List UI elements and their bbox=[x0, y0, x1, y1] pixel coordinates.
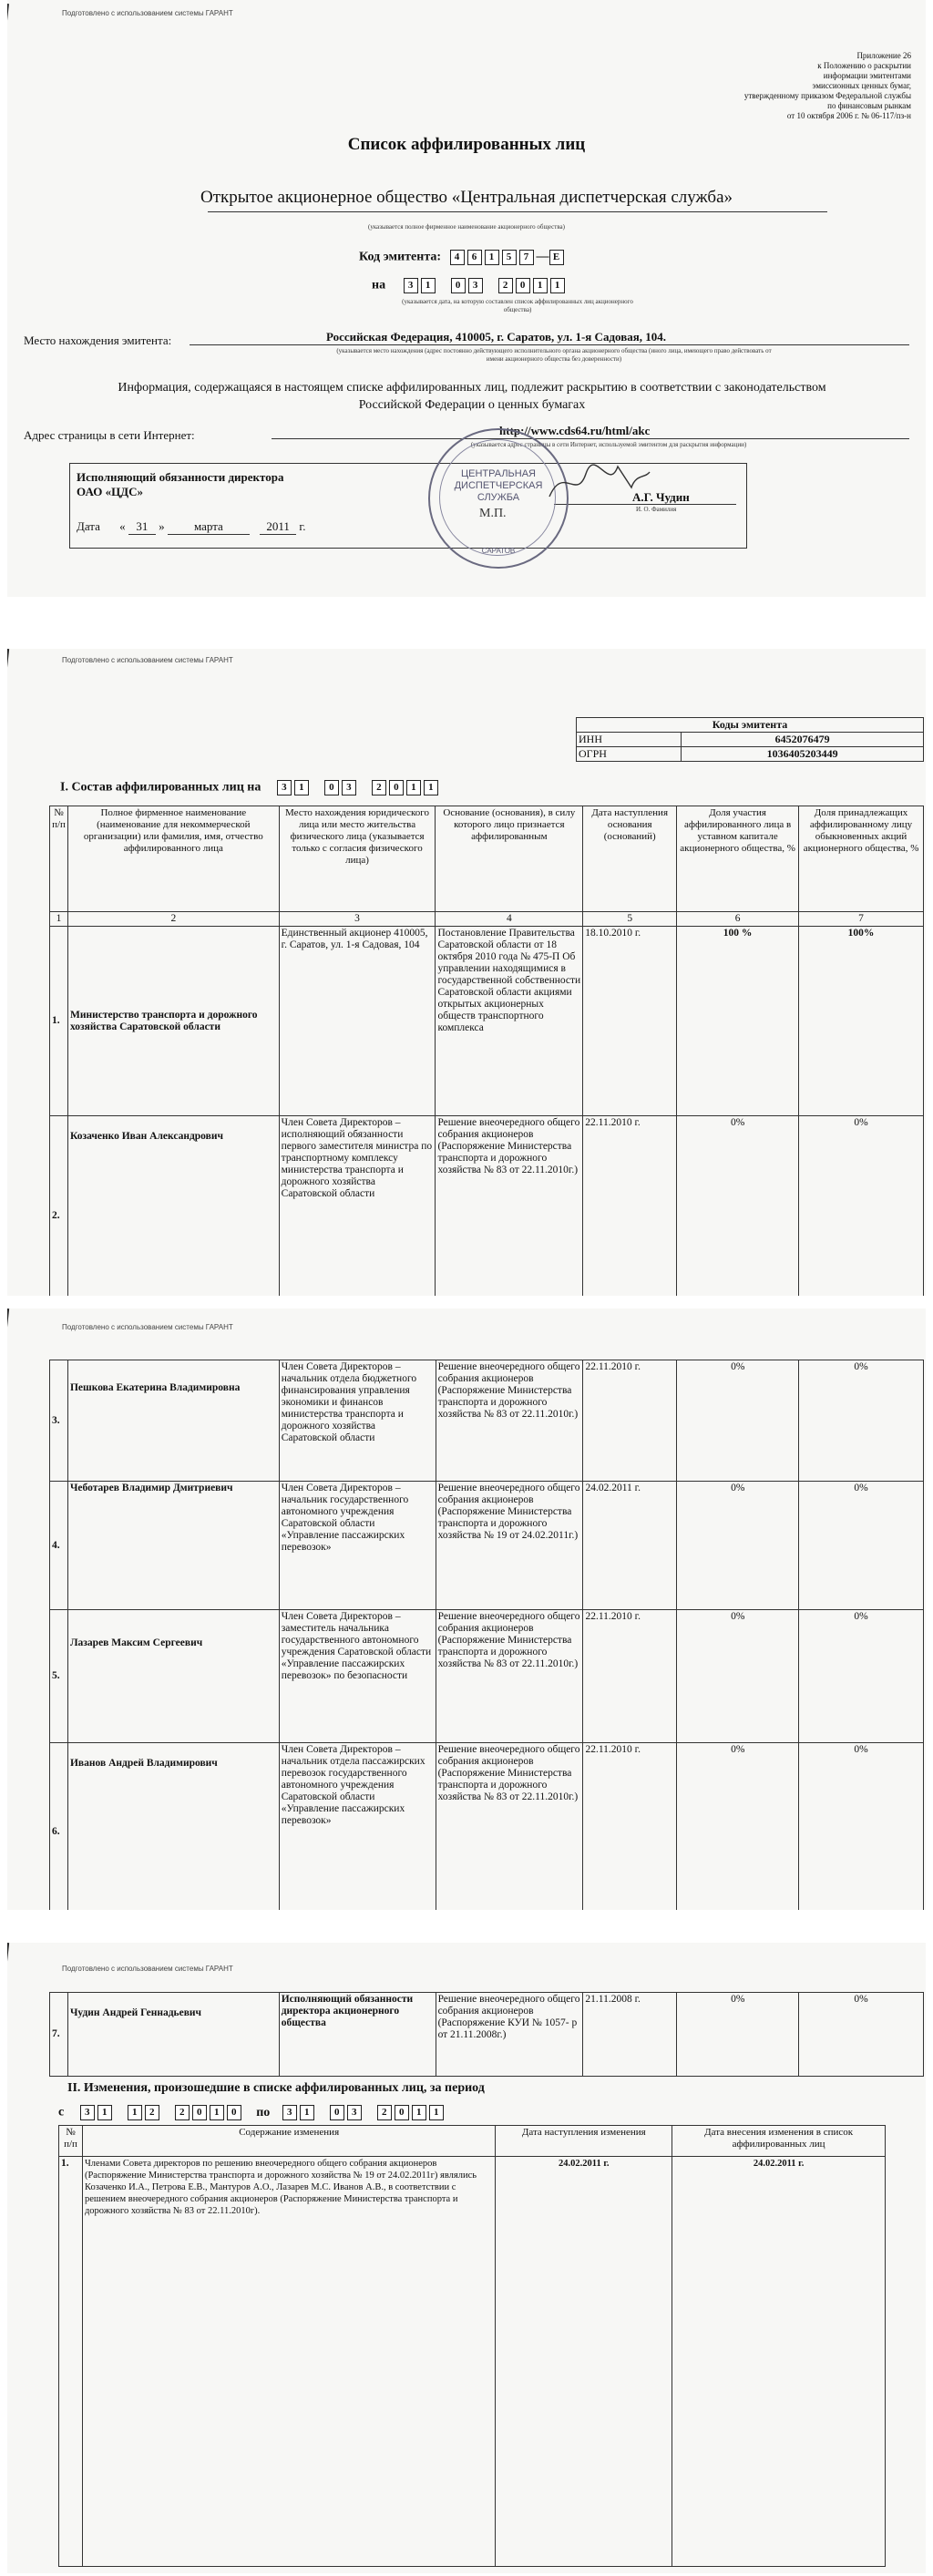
col-header: Доля участия аффилированного лица в уставном капитале акционерного общества, % bbox=[677, 806, 799, 912]
col-header: Дата наступления основания (оснований) bbox=[583, 806, 677, 912]
doc-title: Список аффилированных лиц bbox=[347, 135, 586, 154]
table-row: 2. Козаченко Иван Александрович Член Совета Директоров – исполняющий обязанности первого заместителя министра по транспортному комплексу министерства транспорта и дорожного хозяйства Саратовской области Решение внеочередного общего собрания акционеров (Распоряжение Министерства транспорта и дорожного хозяйства № 83 от 22.11.2010г.) 22.11.2010 г. 0% 0% bbox=[50, 1116, 924, 1297]
period-range: с 3 1 1 2 2 0 1 0 по 3 1 0 3 2 0 1 1 bbox=[58, 2105, 446, 2120]
table-row: 3. Пешкова Екатерина Владимировна Член Совета Директоров – начальник отдела бюджетного финансирования управления экономики и финансов министерства транспорта и дорожного хозяйства Саратовской области Решение внеочередного общего собрания акционеров (Распоряжение Министерства транспорта и дорожного хозяйства № 83 от 22.11.2010г.) 22.11.2010 г. 0% 0% bbox=[50, 1360, 924, 1482]
corner-mark bbox=[7, 649, 9, 669]
col-header: № п/п bbox=[59, 2126, 83, 2157]
signature-scribble bbox=[545, 456, 654, 510]
corner-mark bbox=[7, 4, 9, 20]
garant-note: Подготовлено с использованием системы ГАРАНТ bbox=[62, 1323, 233, 1331]
date-caption: (указывается дата, на которую составлен список аффилированных лиц акционерного общества) bbox=[402, 298, 633, 313]
affiliates-table-end bbox=[49, 1992, 924, 2077]
corner-mark bbox=[7, 1309, 9, 1329]
corner-mark bbox=[7, 1943, 9, 1963]
col-header: Основание (основания), в силу которого лицо признается аффилированным bbox=[436, 806, 583, 912]
garant-note: Подготовлено с использованием системы ГАРАНТ bbox=[62, 656, 233, 664]
col-header: Дата наступления изменения bbox=[496, 2126, 672, 2157]
col-header: Содержание изменения bbox=[82, 2126, 495, 2157]
page-4 bbox=[7, 1943, 926, 2573]
section-2-title: II. Изменения, произошедшие в списке аффилированных лиц, за период bbox=[67, 2081, 485, 2095]
signer-name: А.Г. Чудин bbox=[632, 490, 690, 504]
company-name: Открытое акционерное общество «Центральная диспетчерская служба» bbox=[200, 188, 733, 207]
signer-caption: И. О. Фамилия bbox=[636, 506, 677, 513]
garant-note: Подготовлено с использованием системы ГАРАНТ bbox=[62, 1965, 233, 1973]
page-1 bbox=[7, 0, 926, 597]
web-label: Адрес страницы в сети Интернет: bbox=[24, 428, 195, 442]
issuer-codes-table: Коды эмитента ИНН 6452076479 ОГРН 1036405203449 bbox=[576, 717, 924, 762]
company-stamp: ЦЕНТРАЛЬНАЯ ДИСПЕТЧЕРСКАЯ СЛУЖБА САРАТОВ bbox=[428, 428, 569, 569]
affiliates-table: № п/п Полное фирменное наименование (наименование для некоммерческой организации) или фамилия, имя, отчество аффилированного лица Место нахождения юридического лица или место жительства физического лица (указывается только с согласия физического лица) Основание (основания), в силу которого лицо признается аффилированным Дата наступления основания (оснований) Доля участия аффилированного лица в уставном капитале акционерного общества, % Доля принадлежащих аффилированному лицу обыкновенных акций акционерного общества, % 1 2 3 4 5 6 7 1. Министерство транспорта и дорожного хозяйства Саратовской области Единственный акционер 410005, г. Саратов, ул. 1-я Садовая, 104 Постановление Правительства Саратовской области от 18 октября 2010 года № 475-П Об управлении находящимися в государственной собственности Саратовской области акциями открытых акционерных обществ транспортного комплекса 18.10.2010 г. 100 % 100% 2. Козаченко Иван Александрович Член Совета Директоров – исполняющий обязанности первого заместителя министра по транспортному комплексу министерства транспорта и дорожного хозяйства Саратовской области Решение внеочередного общего собрания акционеров (Распоряжение Министерства транспорта и дорожного хозяйства № 83 от 22.11.2010г.) 22.11.2010 г. 0% 0% bbox=[49, 806, 924, 1296]
col-header: № п/п bbox=[50, 806, 68, 912]
table-row: 6. Иванов Андрей Владимирович Член Совета Директоров – начальник отдела пассажирских перевозок государственного автономного учреждения Саратовской области «Управление пассажирских перевозок» Решение внеочередного общего собрания акционеров (Распоряжение Министерства транспорта и дорожного хозяйства № 83 от 22.11.2010г.) 22.11.2010 г. 0% 0% bbox=[50, 1743, 924, 1911]
changes-table bbox=[58, 2125, 886, 2567]
location-label: Место нахождения эмитента: bbox=[24, 334, 172, 347]
affiliates-table-cont bbox=[49, 1360, 924, 1910]
info-text: Информация, содержащаяся в настоящем списке аффилированных лиц, подлежит раскрытию в соответствии с законодательством Российской Федерации о ценных бумагах bbox=[118, 381, 826, 412]
table-row: 1. Министерство транспорта и дорожного хозяйства Саратовской области Единственный акционер 410005, г. Саратов, ул. 1-я Садовая, 104 Постановление Правительства Саратовской области от 18 октября 2010 года № 475-П Об управлении находящимися в государственной собственности Саратовской области акциями открытых акционерных обществ транспортного комплекса 18.10.2010 г. 100 % 100% bbox=[50, 927, 924, 1116]
signer-title-1: Исполняющий обязанности директора bbox=[77, 470, 284, 484]
location-value: Российская Федерация, 410005, г. Саратов, ул. 1-я Садовая, 104. bbox=[326, 330, 666, 344]
page-2 bbox=[7, 649, 926, 1296]
company-caption: (указывается полное фирменное наименование акционерного общества) bbox=[368, 223, 565, 231]
page-3 bbox=[7, 1309, 926, 1910]
section-1-title: I. Состав аффилированных лиц на 3 1 0 3 2 0 1 1 bbox=[60, 780, 441, 795]
sign-date: Дата « 31 » марта 2011 г. bbox=[77, 519, 306, 533]
signer-title-2: ОАО «ЦДС» bbox=[77, 485, 144, 498]
table-row: 5. Лазарев Максим Сергеевич Член Совета Директоров – заместитель начальника государственного автономного учреждения Саратовской области «Управление пассажирских перевозок» по безопасности Решение внеочередного общего собрания акционеров (Распоряжение Министерства транспорта и дорожного хозяйства № 83 от 22.11.2010г.) 22.11.2010 г. 0% 0% bbox=[50, 1610, 924, 1743]
garant-note: Подготовлено с использованием системы ГАРАНТ bbox=[62, 9, 233, 17]
col-header: Доля принадлежащих аффилированному лицу обыкновенных акций акционерного общества, % bbox=[799, 806, 924, 912]
col-header: Дата внесения изменения в список аффилированных лиц bbox=[672, 2126, 886, 2157]
table-row: 1. Членами Совета директоров по решению внеочередного общего собрания акционеров (Распоряжение Министерства транспорта и дорожного хозяйства № 19 от 24.02.2011г) являлись Козаченко И.А., Петрова Е.В., Мантуров А.О., Лазарев М.С. Иванов А.В., в соответствии с решением внеочередного собрания акционеров (Распоряжение Министерства транспорта и дорожного хозяйства № 83 от 22.11.2010г). 24.02.2011 г. 24.02.2011 г. bbox=[59, 2157, 886, 2567]
mp-label: М.П. bbox=[479, 507, 507, 520]
web-value: http://www.cds64.ru/html/akc bbox=[499, 424, 651, 437]
list-date: на 3 1 0 3 2 0 1 1 bbox=[372, 278, 568, 293]
col-header: Место нахождения юридического лица или место жительства физического лица (указывается только с согласия физического лица) bbox=[279, 806, 436, 912]
table-row: 4. Чеботарев Владимир Дмитриевич Член Совета Директоров – начальник государственного автономного учреждения Саратовской области «Управление пассажирских перевозок» Решение внеочередного общего собрания акционеров (Распоряжение Министерства транспорта и дорожного хозяйства № 19 от 24.02.2011г.) 24.02.2011 г. 0% 0% bbox=[50, 1482, 924, 1610]
col-header: Полное фирменное наименование (наименование для некоммерческой организации) или фамилия, имя, отчество аффилированного лица bbox=[67, 806, 279, 912]
web-caption: (указывается адрес страницы в сети Интернет, используемой эмитентом для раскрытия информации) bbox=[470, 441, 747, 448]
table-row: 7. Чудин Андрей Геннадьевич Исполняющий обязанности директора акционерного общества Решение внеочередного общего собрания акционеров (Распоряжение КУИ № 1057- р от 21.11.2008г.) 21.11.2008 г. 0% 0% bbox=[50, 1993, 924, 2077]
issuer-code: Код эмитента: 4 6 1 5 7 — Е bbox=[359, 250, 567, 265]
appendix-note: Приложение 26 к Положению о раскрытии информации эмитентами эмиссионных ценных бумаг, утвержденному приказом Федеральной службы по финансовым рынкам от 10 октября 2006 г. № 06-117/пз-н bbox=[743, 51, 911, 120]
location-caption: (указывается место нахождения (адрес постоянно действующего исполнительного органа акционерного общества (иного лица, имеющего право действовать от имени акционерного общества без доверенности) bbox=[336, 347, 772, 363]
